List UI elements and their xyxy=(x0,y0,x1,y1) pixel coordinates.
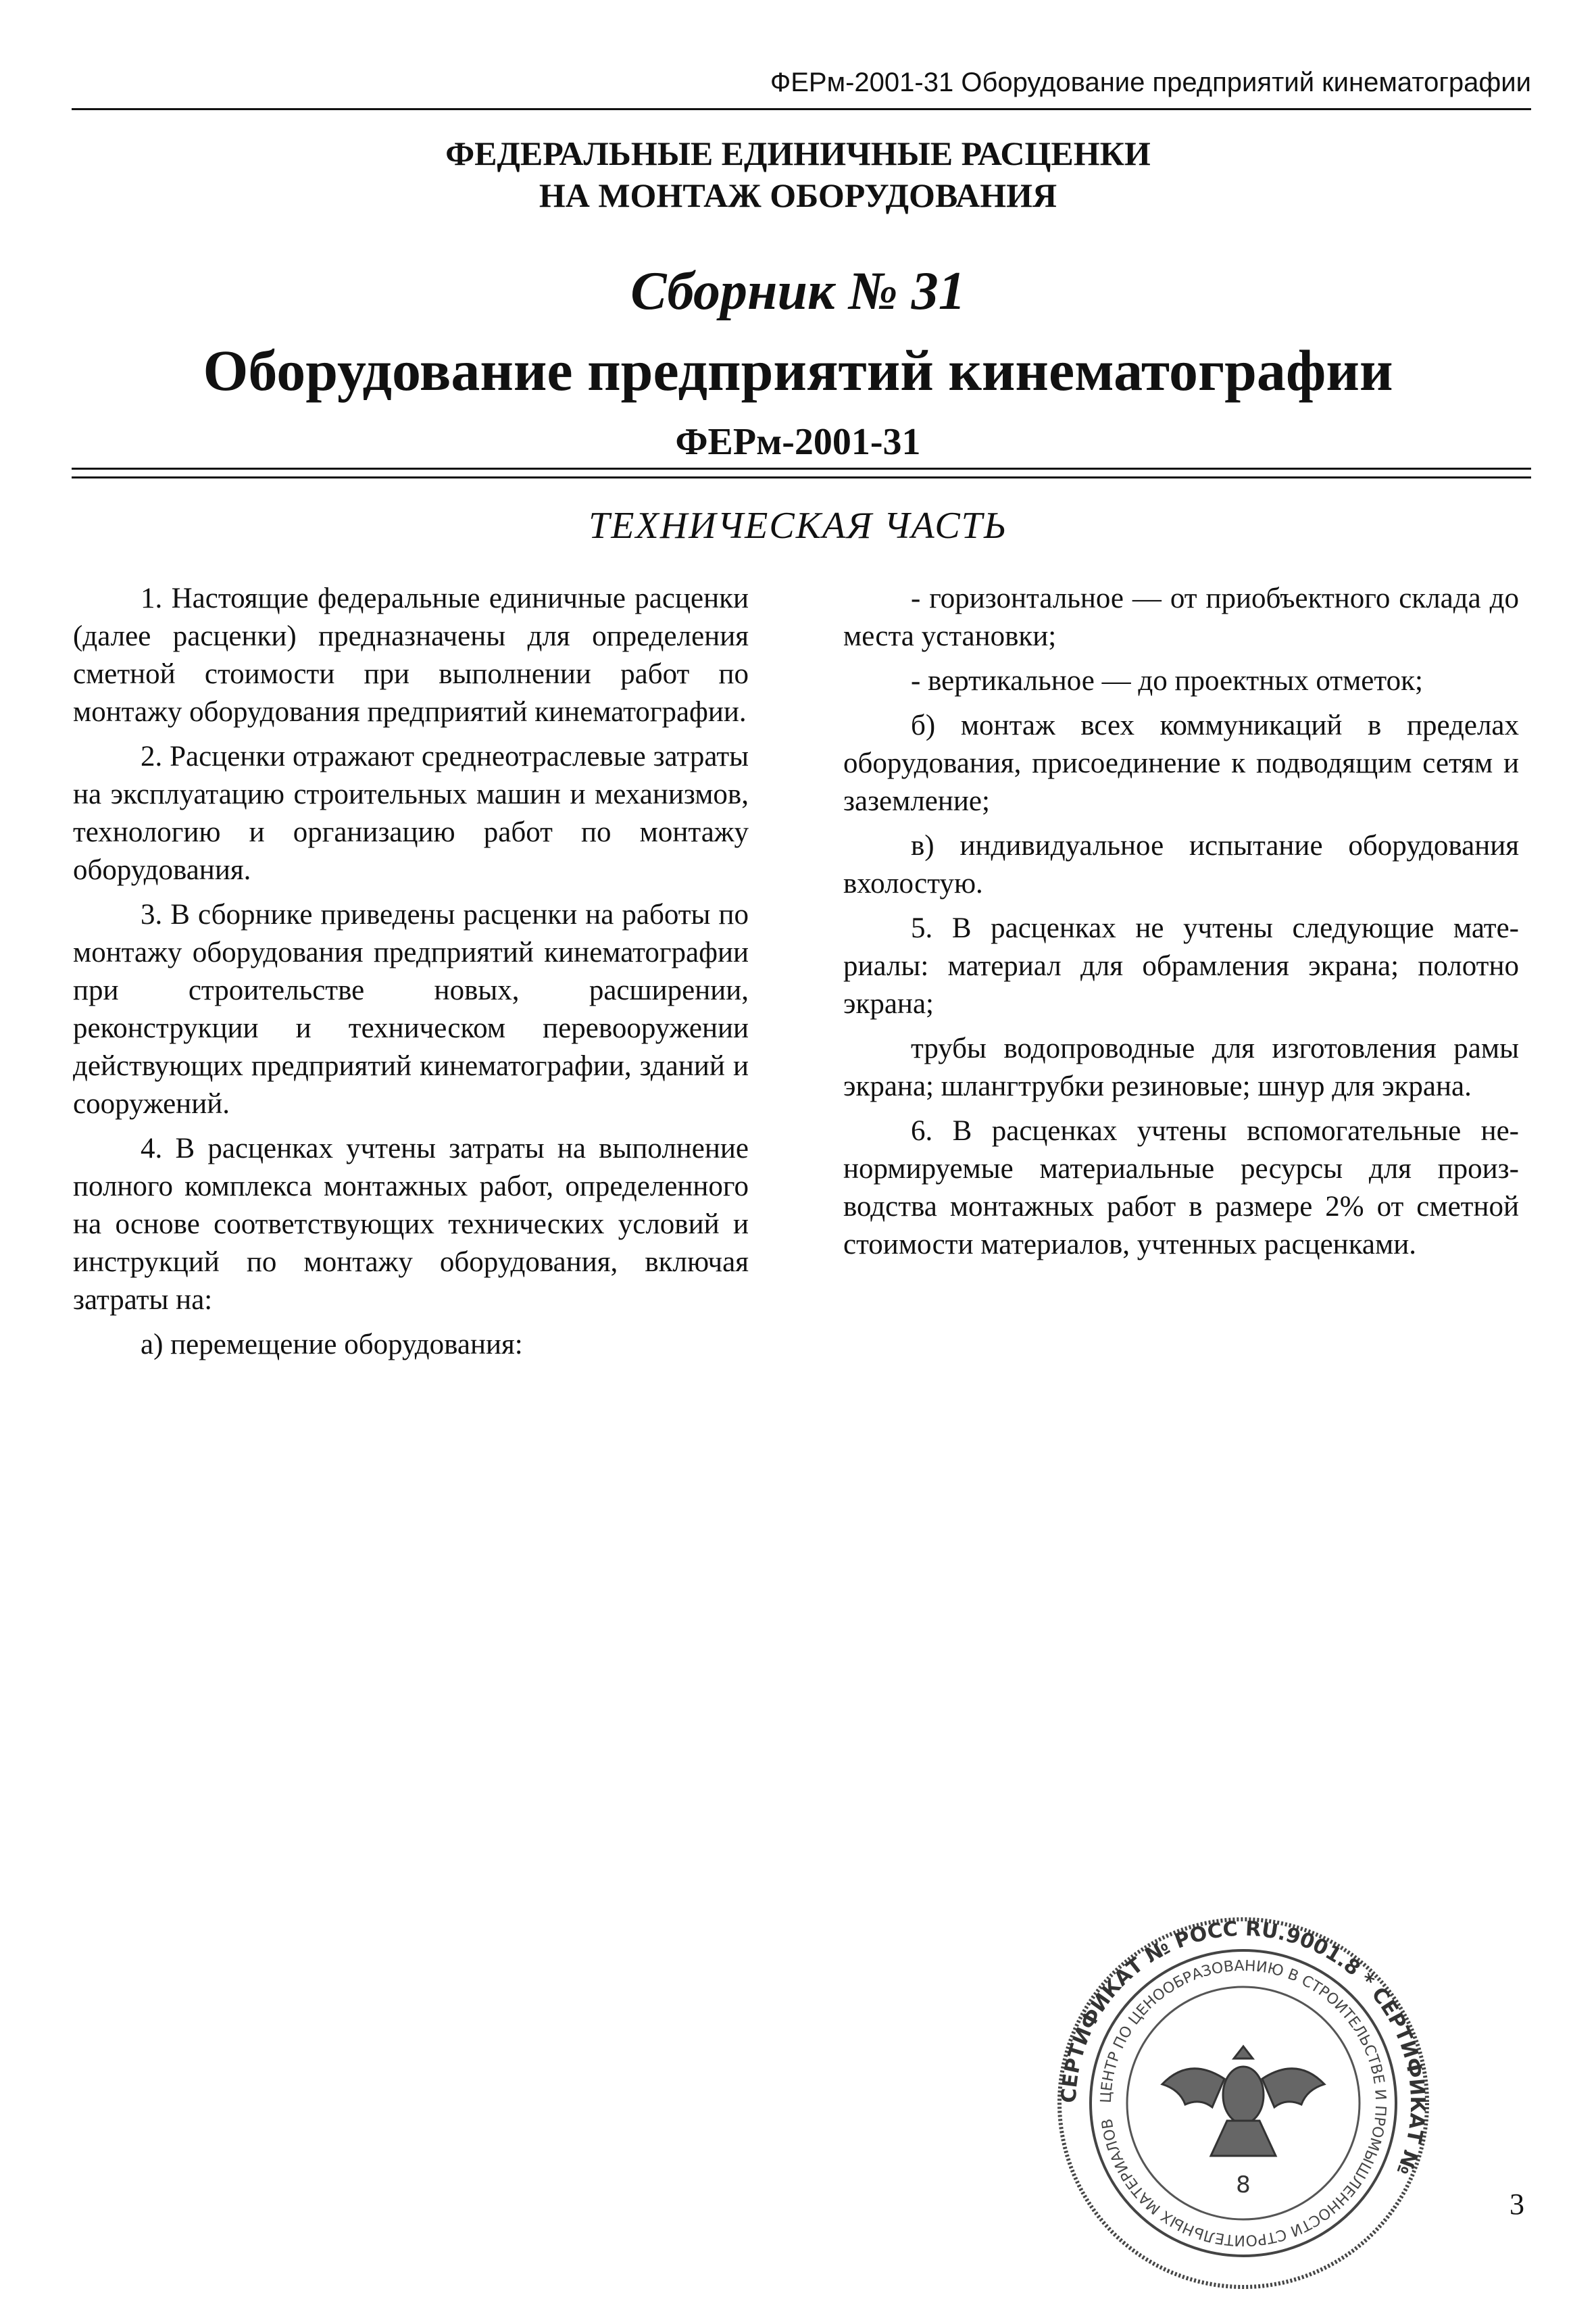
section-heading: ТЕХНИЧЕСКАЯ ЧАСТЬ xyxy=(589,505,1007,547)
right-column xyxy=(843,580,1519,1271)
collection-code: ФЕРм-2001-31 xyxy=(675,421,921,463)
seal-number: 8 xyxy=(1236,2171,1251,2198)
paragraph: 6. В расценках учтены вспомогательные ненормируемые материальные ресурсы для производства монтажных работ в размере 2% от сметной стоимости материалов, учтенных расценками. xyxy=(843,1115,1519,1260)
seal-outer-ring-text: СЕРТИФИКАТ № РОСС RU.9001.8 * СЕРТИФИКАТ № xyxy=(1057,1917,1430,2178)
collection-title: Оборудование предприятий кинематографии xyxy=(203,338,1393,403)
paragraph: - горизонтальное — от приобъектного склада до места установки; xyxy=(843,583,1519,652)
main-title-line-1: ФЕДЕРАЛЬНЫЕ ЕДИНИЧНЫЕ РАСЦЕНКИ xyxy=(445,134,1151,172)
header-rule xyxy=(72,108,1531,110)
main-title-line-2: НА МОНТАЖ ОБОРУДОВАНИЯ xyxy=(539,176,1057,214)
paragraph: а) перемещение оборудования: xyxy=(141,1329,523,1360)
left-column xyxy=(73,580,749,1371)
paragraph: трубы водопроводные для изготовления рамы экрана; шлангтрубки резиновые; шнур для экрана. xyxy=(843,1033,1519,1102)
seal-inner-ring-text: ЦЕНТР ПО ЦЕНООБРАЗОВАНИЮ В СТРОИТЕЛЬСТВЕ И ПРОМЫШЛЕННОСТИ СТРОИТЕЛЬНЫХ МАТЕРИАЛОВ xyxy=(1097,1957,1389,2249)
paragraph: 3. В сборнике приведены расценки на работы по монтажу оборудования предприятий кинематографии при строительстве новых, расширении, реконструкции и техническом перевооружении действующих предприятий кинематографии, зданий и сооружений. xyxy=(73,899,749,1120)
page-number: 3 xyxy=(1510,2188,1524,2221)
paragraph: 4. В расценках учтены затраты на выполнение полного комплекса монтажных работ, определенного на основе соответствующих технических условий и инструкций по монтажу оборудования, включая затраты на: xyxy=(73,1133,749,1316)
paragraph: 5. В расценках не учтены следующие материалы: материал для обрамления экрана; полотно экрана; xyxy=(843,912,1519,1020)
paragraph: - вертикальное — до проектных отметок; xyxy=(911,665,1423,697)
main-title xyxy=(0,132,1596,216)
double-rule xyxy=(72,468,1531,478)
collection-number: Сборник № 31 xyxy=(630,262,966,321)
running-header: ФЕРм-2001-31 Оборудование предприятий кинематографии xyxy=(770,68,1531,97)
official-seal-stamp xyxy=(1054,1914,1432,2292)
eagle-emblem-icon xyxy=(1162,2046,1324,2156)
paragraph: 1. Настоящие федеральные единичные расценки (далее расценки) предназначены для определения сметной стоимости при выполнении работ по монтажу оборудования предприятий кинематографии. xyxy=(73,583,749,728)
paragraph: в) индивидуальное испытание оборудования вхолостую. xyxy=(843,830,1519,900)
paragraph: 2. Расценки отражают среднеотраслевые затраты на эксплуатацию строительных машин и механизмов, технологию и организацию работ по монтажу оборудования. xyxy=(73,741,749,886)
paragraph: б) монтаж всех коммуникаций в пределах оборудования, присоединение к подводящим сетям и заземление; xyxy=(843,710,1519,817)
